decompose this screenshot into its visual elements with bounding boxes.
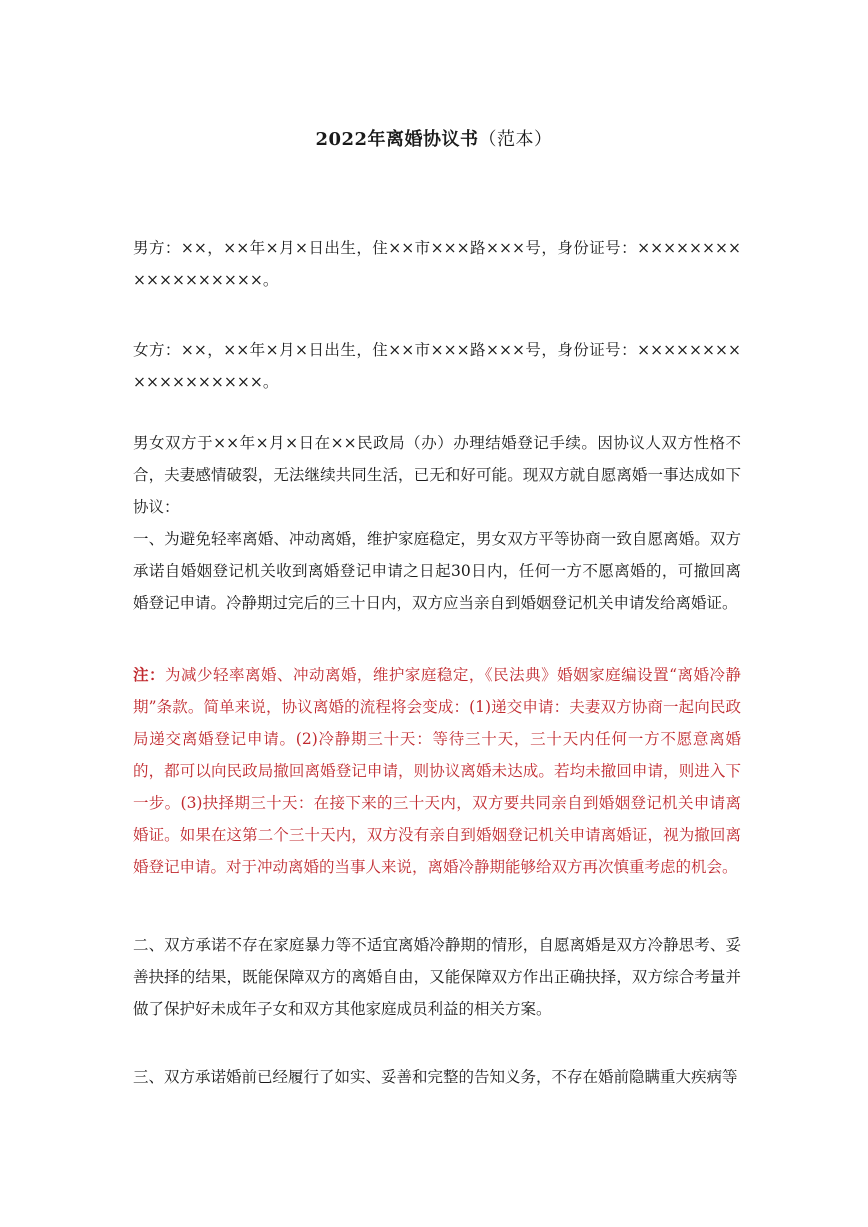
title-main: 2022年离婚协议书 [315,129,479,150]
page-title [0,126,868,154]
intro-paragraph: 男女双方于××年×月×日在××民政局（办）办理结婚登记手续。因协议人双方性格不合，夫妻感情破裂，无法继续共同生活，已无和好可能。现双方就自愿离婚一事达成如下协议： [133,434,741,516]
title-paren: （范本） [478,129,553,150]
note-body: 为减少轻率离婚、冲动离婚，维护家庭稳定，《民法典》婚姻家庭编设置“离婚冷静期”条款。简单来说，协议离婚的流程将会变成：(1)递交申请：夫妻双方协商一起向民政局递交离婚登记申请。(2)冷静期三十天：等待三十天，三十天内任何一方不愿意离婚的，都可以向民政局撤回离婚登记申请，则协议离婚未达成。若均未撤回申请，则进入下一步。(3)抉择期三十天：在接下来的三十天内，双方要共同亲自到婚姻登记机关申请离婚证。如果在这第二个三十天内，双方没有亲自到婚姻登记机关申请离婚证，视为撤回离婚登记申请。对于冲动离婚的当事人来说，离婚冷静期能够给双方再次慎重考虑的机会。 [133,666,741,876]
clause-2-paragraph: 二、双方承诺不存在家庭暴力等不适宜离婚冷静期的情形，自愿离婚是双方冷静思考、妥善抉择的结果，既能保障双方的离婚自由，又能保障双方作出正确抉择，双方综合考量并做了保护好未成年子女和双方其他家庭成员利益的相关方案。 [133,936,741,1018]
clause-1-paragraph: 一、为避免轻率离婚、冲动离婚，维护家庭稳定，男女双方平等协商一致自愿离婚。双方承诺自婚姻登记机关收到离婚登记申请之日起30日内，任何一方不愿离婚的，可撤回离婚登记申请。冷静期过完后的三十日内，双方应当亲自到婚姻登记机关申请发给离婚证。 [133,530,741,612]
note-paragraph [133,659,741,883]
clause-3-paragraph: 三、双方承诺婚前已经履行了如实、妥善和完整的告知义务，不存在婚前隐瞒重大疾病等 [133,1068,738,1086]
male-party-paragraph: 男方：××，××年×月×日出生，住××市×××路×××号，身份证号：××××××××××××××××××。 [133,239,741,289]
note-lead: 注： [133,665,165,684]
female-party-paragraph: 女方：××，××年×月×日出生，住××市×××路×××号，身份证号：××××××××××××××××××。 [133,341,741,391]
